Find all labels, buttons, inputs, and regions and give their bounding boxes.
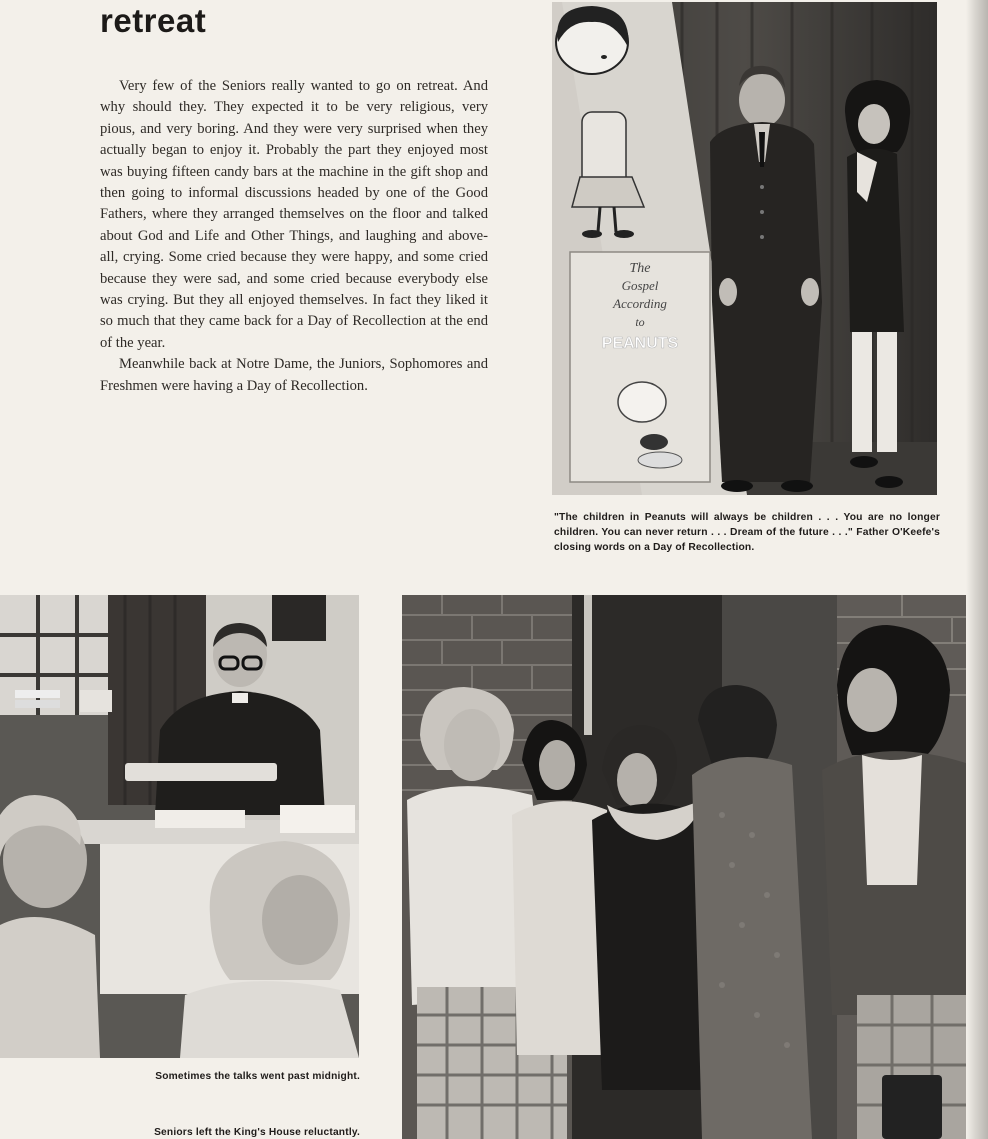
article-paragraph: Very few of the Seniors really wanted to go on retreat. And why should they. They expected it to be very religious, very pious, and very boring. And they were very surprised when they actually began to enjoy it. Probably the part they enjoyed most was buying fifteen candy bars at the machine in the gift shop and then going to informal discussions headed by one of the Good Fathers, where they arranged themselves on the floor and talked about God and Life and Other Things, and laughing and above-all, crying. Some cried because they were happy, and some cried because they were sad, and some cried because everybody else was crying. But they all enjoyed themselves. In fact they liked it so much that they came back for a Day of Recollection at the end of the year. [100,78,488,351]
caption-midnight: Sometimes the talks went past midnight. [155,1071,360,1082]
poster-line: Gospel [621,278,659,293]
photo-priest-desk [0,595,359,1058]
photo-students-group [402,595,988,1139]
poster-line: The [629,261,651,276]
poster-line: to [635,315,645,329]
caption-kings-house: Seniors left the King's House reluctantly. [154,1127,360,1138]
poster-line: According [613,296,667,311]
page-edge [966,0,988,1139]
photo-peanuts-poster [552,2,937,495]
article-paragraph: Meanwhile back at Notre Dame, the Juniors, Sophomores and Freshmen were having a Day of Recollection. [100,356,488,394]
article-body [100,76,488,397]
page-title: retreat [100,2,207,39]
caption-peanuts: "The children in Peanuts will always be children . . . You are no longer children. You can never return . . . Dream of the future . . ." Father O'Keefe's closing words on a Day of Recollection. [554,512,940,554]
poster-line: PEANUTS [601,335,679,352]
